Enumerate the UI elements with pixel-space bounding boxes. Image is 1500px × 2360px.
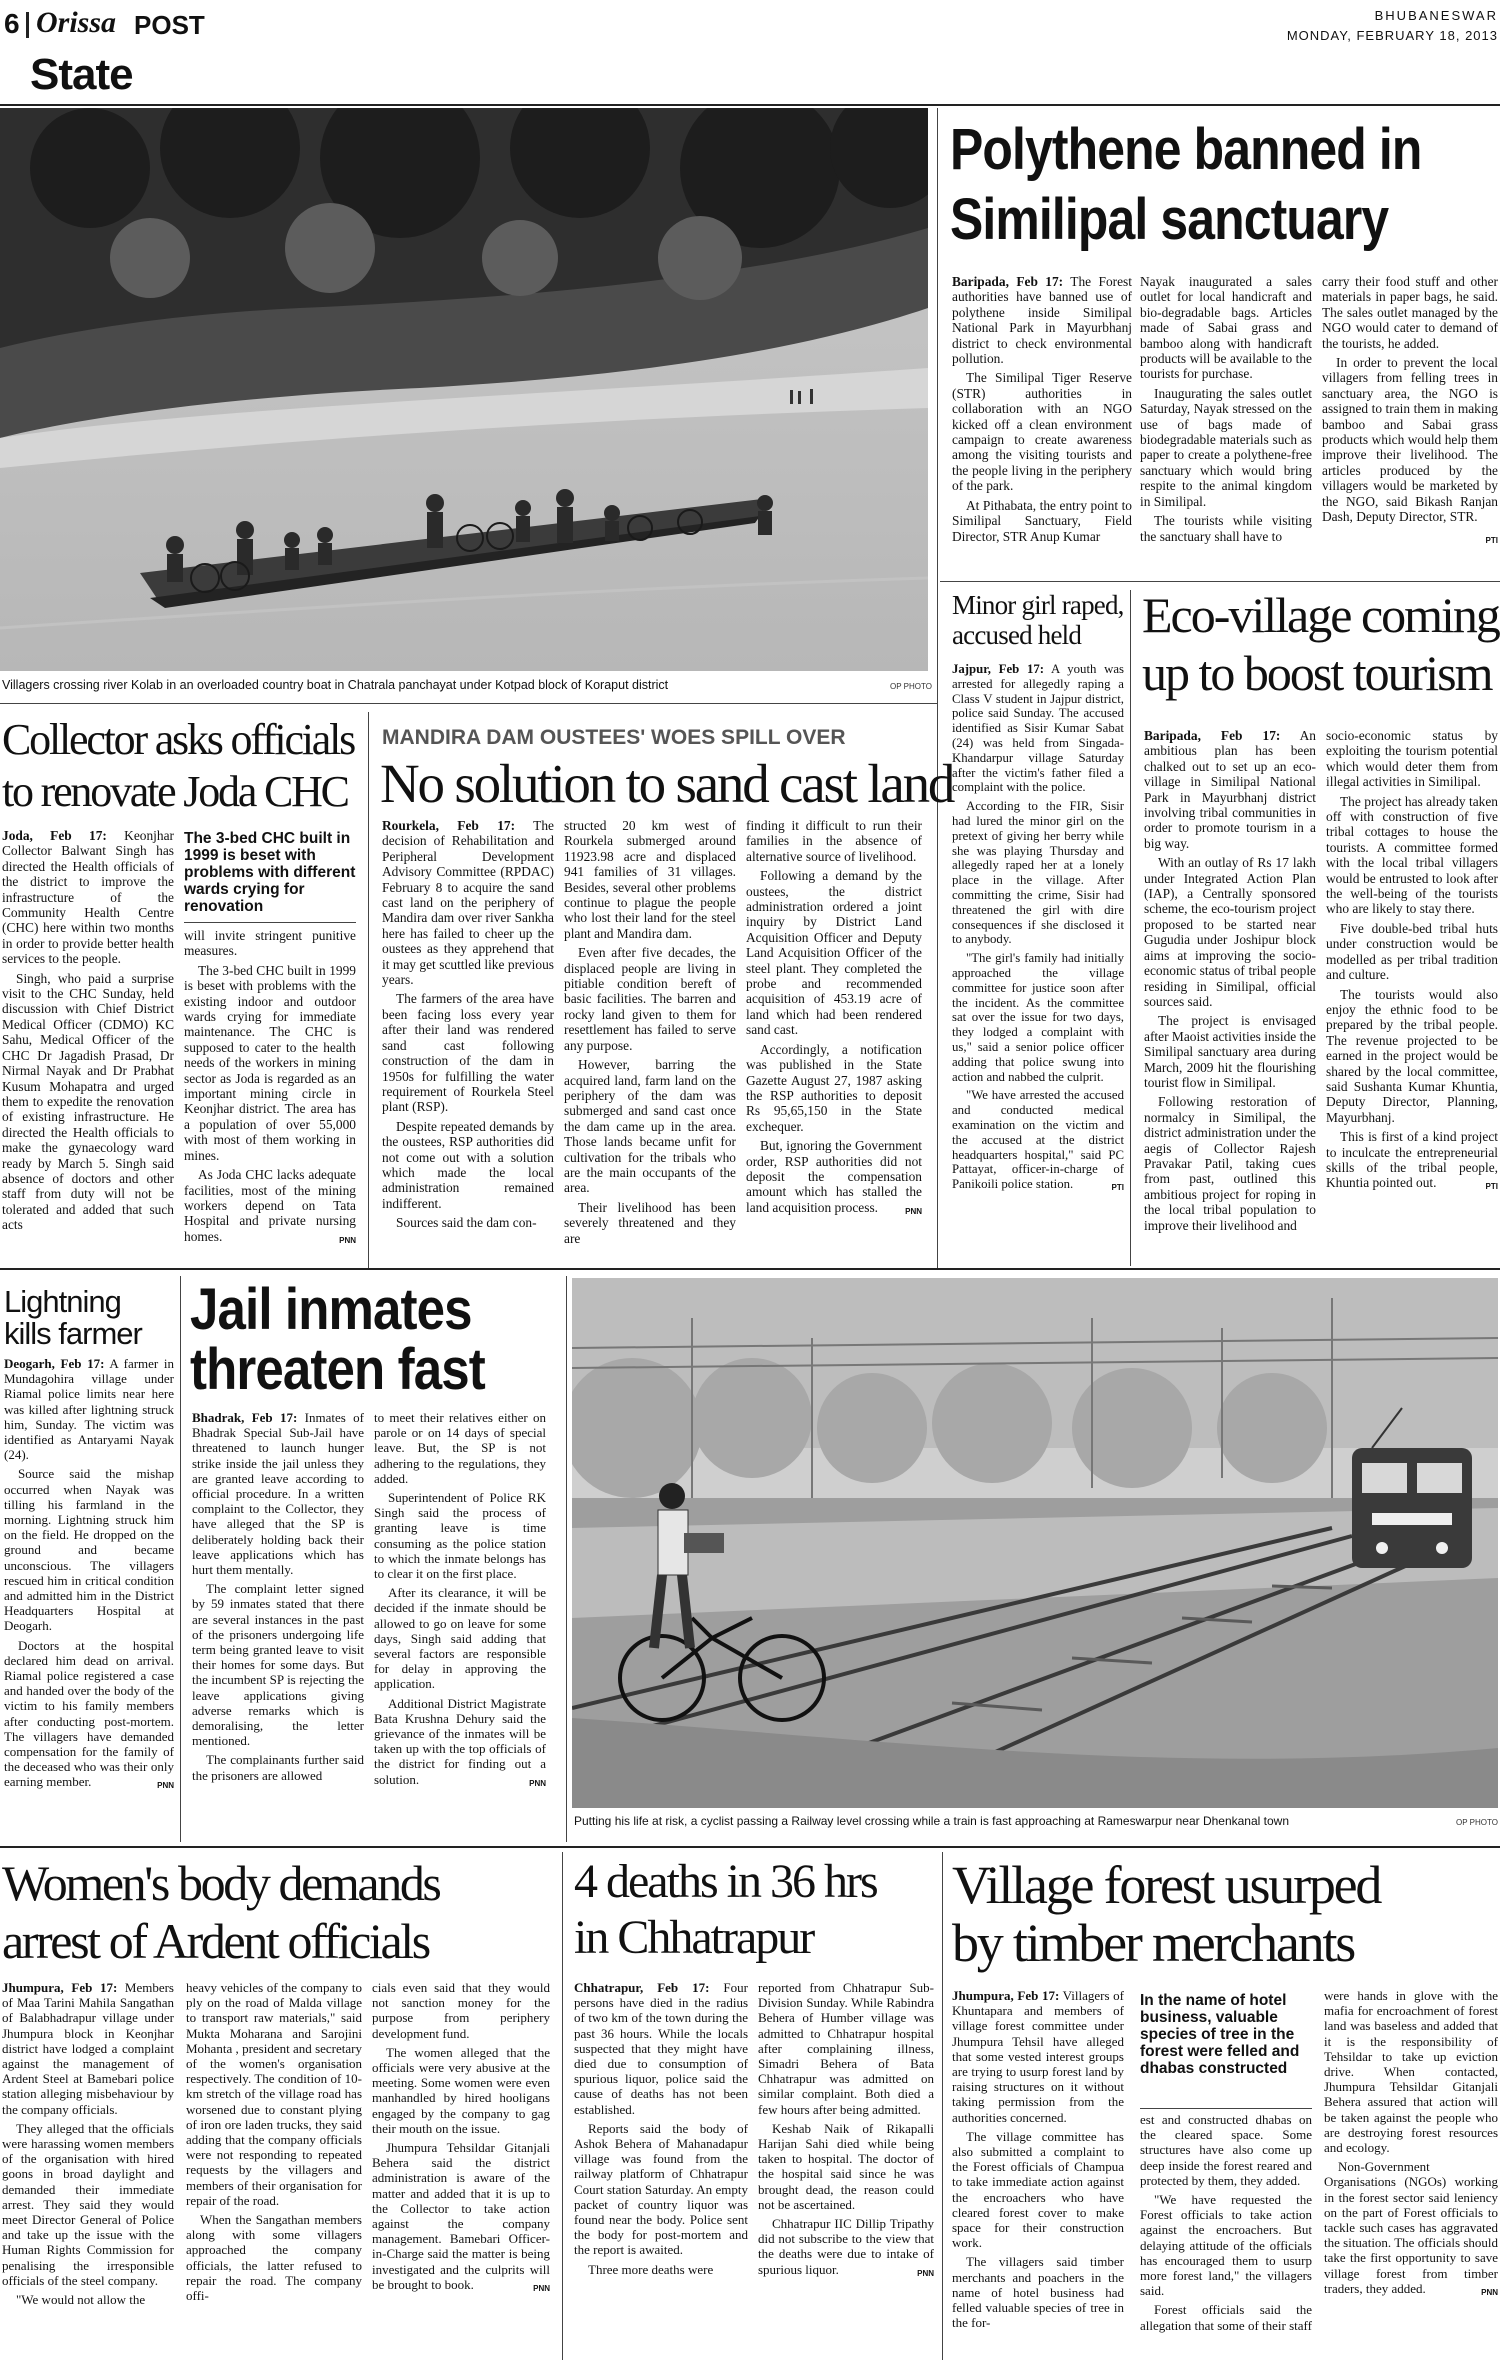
womens-headline-1: Women's body demands (2, 1855, 440, 1911)
womens-col-2: heavy vehicles of the company to ply on the road of Malda village to transport raw materials," said Mukta Moharana and Sarojini Mohanta , president and secretary of the women's organisation respectively. The condition of 10-km stretch of the village road has worsened due to constant plying of iron ore laden trucks, they said adding that the company officials were not responding to repeated requests by the villagers and members of their organisation for repair of the road. When the Sangathan members along with some villagers approached the company officials, the latter refused to repair the road. The company offi- (186, 1980, 362, 2304)
mandira-col-2: structed 20 km west of Rourkela submerged around 11923.98 acre and displaced 941 families of 31 villages. Besides, several other problems continue to plague the people who lost their land for the steel plant and Mandira dam. Even after five decades, the displaced people are living in pitiable condition bereft of basic facilities. The barren and rocky land given to them for resettlement has failed to serve any purpose. However, barring the acquired land, farm land on the periphery of the dam was submerged and sand cast once the dam came up in the area. Those lands became unfit for cultivation for the tribals who are the main occupants of the area. Their livelihood has been severely threatened and they are (564, 818, 736, 1246)
jail-headline-1: Jail inmates (190, 1277, 472, 1342)
lightning-col-1: Deogarh, Feb 17: A farmer in Mundagohira village under Riamal police limits near here was killed after lightning struck him, Sunday. The victim was identified as Antaryami Nayak (24). Source said the mishap occurred when Nayak was tilling his farmland in the morning. Lightning struck him on the field. He dropped on the ground and became unconscious. The villagers rescued him in critical condition and admitted him in the District Headquarters Hospital at Deogarh. Doctors at the hospital declared him dead on arrival. Riamal police registered a case and handed over the body of the victim to his family members after conducting post-mortem. The villagers have demanded compensation for the family of the deceased who was their only earning member. PNN (4, 1356, 174, 1840)
jail-agency: PNN (529, 1778, 546, 1788)
masthead (0, 0, 1500, 104)
minor-agency: PTI (1111, 1183, 1124, 1193)
forest-col-1: Jhumpura, Feb 17: Villagers of Khuntapara and members of village forest committee under Jhumpura Tehsil have alleged that some vested interest groups are trying to usurp forest land by raising structures on it without taking permission from the authorities concerned. The village committee has also submitted a complaint to the Forest officials of Champua to take immediate action against the encroachers who have cleared forest cover to make space for their construction work. The villagers said timber merchants and poachers in the name of hotel business had felled valuable species of tree in the for- (952, 1988, 1124, 2331)
deaths-dateline: Chhatrapur, Feb 17: (574, 1980, 710, 1995)
polythene-headline-1: Polythene banned in (950, 117, 1422, 182)
deaths-headline-1: 4 deaths in 36 hrs (574, 1855, 877, 1908)
polythene-col-2: Nayak inaugurated a sales outlet for local handicraft and bio-degradable bags. Articles made of Sabai grass and bamboo along with handicraft products will be available to the tourists for purchase. Inaugurating the sales outlet Saturday, Nayak stressed on the use of bags made of biodegradable materials such as paper to create a polythene-free sanctuary which would bring respite to the animal kingdom in Similipal. The tourists while visiting the sanctuary shall have to (1140, 274, 1312, 544)
lightning-dateline: Deogarh, Feb 17: (4, 1356, 105, 1371)
mandira-headline: No solution to sand cast land (380, 753, 954, 814)
minor-headline-1: Minor girl raped, (952, 590, 1124, 620)
masthead-rule (0, 104, 1500, 106)
mandira-dateline: Rourkela, Feb 17: (382, 818, 516, 833)
collector-pullquote: The 3-bed CHC built in 1999 is beset with problems with different wards crying for renovation (184, 830, 356, 915)
deaths-col-2: reported from Chhatrapur Sub-Division Sunday. While Rabindra Behera of Humber village was admitted to Chhatrapur hospital after complaining illness, Simadri Behera of Bata Chhatrapur was admitted on similar complaint. Both died a few hours after being admitted. Keshab Naik of Rikapalli Harijan Sahi died while being taken to hospital. The doctor of the hospital said since he was brought dead, the reason could not be ascertained. Chhatrapur IIC Dillip Tripathy did not subscribe to the view that the deaths were due to intake of spurious liquor. PNN (758, 1980, 934, 2358)
forest-dateline: Jhumpura, Feb 17: (952, 1988, 1060, 2003)
river-photo (0, 108, 928, 671)
minor-headline-2: accused held (952, 620, 1082, 650)
collector-col-1: Joda, Feb 17: Keonjhar Collector Balwant Singh has directed the Health officials of the district to improve the infrastructure of the Community Health Centre (CHC) here within two months in order to provide better health services to the people. Singh, who paid a surprise visit to the CHC Sunday, held discussion with Chief District Medical Officer (CDMO) KC Sahu, Medical Officer of the CHC Dr Jagadish Prasad, Dr Nirmal Nayak and Dr Prabhat Kusum Mohapatra and urged them to expedite the renovation of existing infrastructure. He directed the Health officials to make the gynaecology ward ready by March 5. Singh said absence of doctors and other staff from duty will not be tolerated and added that such acts (2, 828, 174, 1233)
polythene-col-1: Baripada, Feb 17: The Forest authorities have banned use of polythene inside Similipal National Park in Mayurbhanj district to check environmental pollution. The Similipal Tiger Reserve (STR) authorities in collaboration with an NGO kicked off a clean environment campaign to create awareness among the visiting tourists and the people living in the periphery of the park. At Pithabata, the entry point to Similipal Sanctuary, Field Director, STR Anup Kumar (952, 274, 1132, 544)
collector-col-2: will invite stringent punitive measures. The 3-bed CHC built in 1999 is beset with problems with the existing indoor and outdoor wards crying for immediate maintenance. The CHC is supposed to cater to the health needs of the workers in mining sector as Joda is regarded as an important mining circle in Keonjhar district. The area has a population of over 55,000 with most of them working in mines. As Joda CHC lacks adequate facilities, most of the mining workers depend on Tata Hospital and private nursing homes. PNN (184, 928, 356, 1264)
eco-dateline: Baripada, Feb 17: (1144, 728, 1281, 743)
minor-dateline: Jajpur, Feb 17: (952, 662, 1045, 676)
womens-agency: PNN (533, 2283, 550, 2293)
collector-dateline: Joda, Feb 17: (2, 828, 107, 843)
lightning-headline-1: Lightning (4, 1284, 121, 1319)
forest-agency: PNN (1481, 2287, 1498, 2297)
minor-col-1: Jajpur, Feb 17: A youth was arrested for allegedly raping a Class V student in Jajpur district, police said Sunday. The accused identified as Sisir Kumar Sabat (24) was held from Singada-Khandarpur village Saturday after the victim's father filed a complaint with the police. According to the FIR, Sisir had lured the minor girl on the pretext of giving her berry while she was playing Thursday and allegedly raped her at a lonely place in the village. After committing the crime, Sisir had threatened the girl with dire consequences if she disclosed it to anybody. "The girl's family had initially approached the village committee for justice soon after the incident. As the committee sat over the issue for two days, they lodged a complaint with us," said a senior police officer adding that police swung into action and nabbed the culprit. "We have arrested the accused and conducted medical examination on the victim and the accused at the district headquarters hospital," said PC Pattayat, officer-in-charge of Panikoili police station. PTI (952, 662, 1124, 1262)
river-boat-image (0, 108, 928, 671)
paper-name: Orissa (36, 6, 117, 39)
mandira-col-1: Rourkela, Feb 17: The decision of Rehabilitation and Peripheral Development Advisory Committee (RPDAC) February 8 to acquire the sand cast land on the periphery of Mandira dam over river Sankha here has failed to cheer up the oustees as they apprehend that it may get scuttled like previous years. The farmers of the area have been facing loss every year after their land was rendered sand cast following construction of the dam in 1950s for fulfilling the water requirement of Rourkela Steel plant (RSP). Despite repeated demands by the oustees, RSP authorities did not come out with a solution which made the local administration remained indifferent. Sources said the dam con- (382, 818, 554, 1231)
mandira-col-3: finding it difficult to run their families in the absence of alternative source of livelihood. Following a demand by the oustees, the district administration ordered a joint inquiry by District Land Acquisition Officer and Deputy Land Acquisition Officer of the steel plant. They completed the probe and recommended acquisition of 453.19 acre of land which had been rendered sand cast. Accordingly, a notification was published in the State Gazette August 27, 1987 asking the RSP authorities to deposit Rs 95,65,150 in the State exchequer. But, ignoring the Government order, RSP authorities did not deposit the compensation amount which has stalled the land acquisition process. PNN (746, 818, 922, 1264)
date-label: MONDAY, FEBRUARY 18, 2013 (1286, 28, 1498, 43)
collector-headline-1: Collector asks officials (2, 715, 355, 764)
city-label: BHUBANESWAR (1374, 8, 1498, 23)
polythene-agency: PTI (1485, 535, 1498, 545)
forest-headline-2: by timber merchants (952, 1913, 1355, 1973)
railway-photo (572, 1278, 1498, 1808)
railway-crossing-image (572, 1278, 1498, 1808)
jail-col-2: to meet their relatives either on parole or on 14 days of special leave. But, the SP is not adhering to the regulations, they added. Superintendent of Police RK Singh said the process of granting leave is time consuming as the police station to which the inmate belongs has to clear it on the first place. After its clearance, it will be decided if the inmate should be allowed to go on leave for some days, Singh said adding that several factors are responsible for delay in approving the application. Additional District Magistrate Bata Krushna Dehury said the grievance of the inmates will be taken up with the top officials of the district for finding out a solution. PNN (374, 1410, 546, 1842)
forest-col-3: were hands in glove with the mafia for encroachment of forest land was baseless and added that it is the responsibility of Tehsildar to take up eviction drive. When contacted, Jhumpura Tehsildar Gitanjali Behera assured that action will be taken against the people who are destroying forest resources and ecology. Non-Government Organisations (NGOs) working in the forest sector said leniency on the part of Forest officials to tackle such cases has aggravated the situation. The officials should take the first opportunity to save village forest from timber traders, they added. PNN (1324, 1988, 1498, 2358)
eco-col-2: socio-economic status by exploiting the tourism potential which would deter them from illegal activities in Similipal. The project has already taken off with construction of five tribal cottages to house the tourists. A committee formed with the local tribal villagers would be entrusted to look after the well-being of the tourists who are likely to stay there. Five double-bed tribal huts under construction would be modelled as per tribal tradition and culture. The tourists would also enjoy the ethnic food to be prepared by the tribal people. The revenue projected to be earned in the project would be shared by the local committee, said Sushanta Kumar Khuntia, Deputy Director, Planning, Mayurbhanj. This is first of a kind project to inculcate the entrepreneurial skills of the tribal people, Khuntia pointed out. PTI (1326, 728, 1498, 1263)
railway-credit: OP PHOTO (1456, 1818, 1498, 1827)
deaths-col-1: Chhatrapur, Feb 17: Four persons have died in the radius of two km of the town during the past 36 hours. While the locals suspected that they might have died due to consumption of spurious liquor, police said the cause of deaths has not been established. Reports said the body of Ashok Behera of Mahanadapur village was found from the railway platform of Chhatrapur Court station Saturday. An empty packet of country liquor was found near the body. Police sent the body for post-mortem and the report is awaited. Three more deaths were (574, 1980, 748, 2277)
eco-col-1: Baripada, Feb 17: An ambitious plan has been chalked out to set up an eco-village in Similipal National Park in Mayurbhanj district involving tribal communities in order to promote tourism in a big way. With an outlay of Rs 17 lakh under Integrated Action Plan (IAP), a Centrally sponsored scheme, the eco-tourism project proposed to be started near Gugudia under Joshipur block aims at improving the socio-economic status of tribal people residing in Similipal, official sources said. The project is envisaged after Maoist activities inside the Similipal sanctuary area during March, 2009 hit the flourishing tourist flow in Similipal. Following restoration of normalcy in Similipal, the district administration under the aegis of Collector Rajesh Pravakar Patil, taking cues from past, outlined this ambitious project for roping in the local tribal population to improve their livelihood and (1144, 728, 1316, 1233)
eco-headline-2: up to boost tourism (1142, 645, 1492, 701)
section-title: State (30, 50, 133, 99)
mandira-kicker: MANDIRA DAM OUSTEES' WOES SPILL OVER (382, 726, 846, 749)
paper-suffix: POST (134, 10, 205, 40)
polythene-headline-2: Similipal sanctuary (950, 187, 1389, 252)
womens-dateline: Jhumpura, Feb 17: (2, 1980, 118, 1995)
deaths-headline-2: in Chhatrapur (574, 1911, 814, 1964)
polythene-dateline: Baripada, Feb 17: (952, 274, 1064, 289)
forest-headline-1: Village forest usurped (952, 1855, 1381, 1915)
river-credit: OP PHOTO (890, 682, 932, 691)
jail-headline-2: threaten fast (190, 1337, 485, 1402)
polythene-col-3: carry their food stuff and other materials in paper bags, he said. The sales outlet managed by the NGO would cater to demand of the tourists, he added. In order to prevent the local villagers from felling trees in sanctuary area, the NGO is assigned to train them in making bamboo and Sabai grass products which would help them improve their livelihood. The articles produced by the villagers would be marketed by the NGO, said Bikash Ranjan Dash, Deputy Director, STR. PTI (1322, 274, 1498, 574)
lightning-headline-2: kills farmer (4, 1316, 142, 1351)
jail-dateline: Bhadrak, Feb 17: (192, 1410, 298, 1425)
eco-agency: PTI (1485, 1182, 1498, 1192)
mandira-agency: PNN (905, 1206, 922, 1216)
womens-headline-2: arrest of Ardent officials (2, 1913, 429, 1969)
page-number: 6 (4, 8, 20, 39)
forest-col-2: est and constructed dhabas on the cleared space. Some structures have also come up deep inside the forest reared and protected by them, they added. "We have requested the Forest officials to take action against the encroachers. But delaying attitude of the officials has encouraged them to usurp more forest land," the villagers said. Forest officials said the allegation that some of their staff (1140, 2112, 1312, 2333)
railway-caption: Putting his life at risk, a cyclist passing a Railway level crossing while a train is fast approaching at Rameswarpur near Dhenkanal town (574, 1814, 1290, 1828)
womens-col-1: Jhumpura, Feb 17: Members of Maa Tarini Mahila Sangathan of Balabhadrapur village under Jhumpura block in Keonjhar district have lodged a complaint against the management of Ardent Steel at Bamebari police station alleging misbehaviour by the company officials. They alleged that the officials were harassing women members of the organisation with hired goons in broad daylight and demanded their immediate arrest. They said they would meet Director General of Police and take up the issue with the Human Rights Commission for penalising the irresponsible officials of the steel company. "We would not allow the (2, 1980, 174, 2308)
jail-col-1: Bhadrak, Feb 17: Inmates of Bhadrak Special Sub-Jail have threatened to launch hunger strike inside the jail unless they are granted leave according to official procedure. In a written complaint to the Collector, they have alleged that the SP is deliberately holding back their leave applications which has hurt them mentally. The complaint letter signed by 59 inmates stated that there are several instances in the past of the prisoners undergoing life term being granted leave to visit their homes for some days. But the incumbent SP is rejecting the leave applications giving adverse remarks which is demoralising, the letter mentioned. The complainants further said the prisoners are allowed (192, 1410, 364, 1783)
river-caption: Villagers crossing river Kolab in an overloaded country boat in Chatrala panchayat under Kotpad block of Koraput district (2, 678, 669, 692)
collector-agency: PNN (339, 1235, 356, 1245)
lightning-agency: PNN (157, 1781, 174, 1791)
forest-pullquote: In the name of hotel business, valuable species of tree in the forest were felled and dhabas constructed (1140, 1992, 1300, 2077)
eco-headline-1: Eco-village coming (1142, 587, 1499, 643)
womens-col-3: cials even said that they would not sanction money for the purpose from periphery development fund. The women alleged that the officials were very abusive at the meeting. Some women were even manhandled by hired hooligans engaged by the company to gag their mouth on the issue. Jhumpura Tehsildar Gitanjali Behera said the district administration is aware of the matter and added that it is up to the Collector to take action against the company management. Bamebari Officer-in-Charge said the matter is being investigated and the culprits will be brought to book. PNN (372, 1980, 550, 2358)
collector-headline-2: to renovate Joda CHC (2, 767, 348, 816)
deaths-agency: PNN (917, 2268, 934, 2278)
